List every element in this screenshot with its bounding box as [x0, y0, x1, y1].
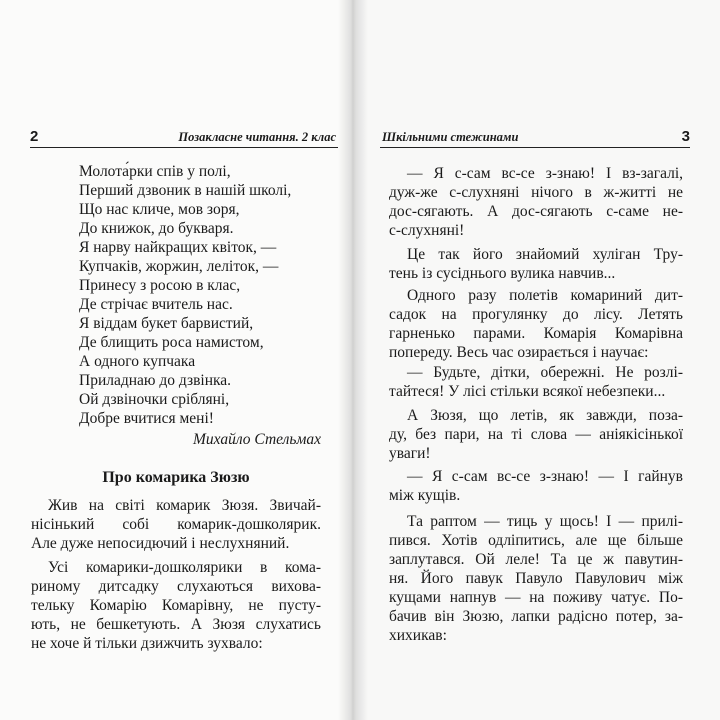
text-line: кущами напнув — на поживу чатує. По- [389, 589, 683, 606]
running-title-left: Позакласне читання. 2 клас [178, 130, 336, 144]
text-line: уваги! [389, 445, 431, 462]
text-line: Але дуже непосидючий і неслухняний. [31, 535, 290, 552]
text-line: садок на прогулянку до лісу. Летять [389, 306, 683, 323]
text-line: між кущів. [389, 487, 461, 504]
text-line: не хоче й тільки дзижчить зухвало: [31, 635, 263, 652]
text-line: А Зюзя, що летів, як завжди, поза- [407, 407, 683, 424]
text-line: нісінький собі комарик-дошколярик. [31, 516, 321, 533]
text-line: бачив він Зюзю, лапки радісно потер, за- [389, 608, 683, 625]
left-page [0, 0, 352, 720]
poem-line: Де блищить роса намистом, [79, 334, 264, 351]
text-line: тайтеся! У лісі стільки всякої небезпеки... [389, 383, 666, 400]
text-line: Це так його знайомий хуліган Тру- [407, 246, 683, 263]
poem-line: Де стрічає вчитель нас. [79, 296, 233, 313]
text-line: дуж-же с-слухняні нічого в ж-житті не [389, 184, 683, 201]
poem-line: Молота́рки спів у полі, [79, 163, 231, 180]
text-line: Усі комарики-дошколярики в кома- [48, 559, 321, 576]
text-line: с-слухняні! [389, 222, 465, 239]
text-line: Та раптом — тиць у щось! І — прилі- [407, 513, 683, 530]
text-line: Жив на світі комарик Зюзя. Звичай- [48, 497, 321, 514]
text-line: пився. Хотів одліпитись, але ще більше [389, 532, 683, 549]
text-line: ду, без пари, на ті слова — аніякісінької [389, 426, 683, 443]
text-line: Одного разу полетів комариний дит- [407, 287, 683, 304]
text-line: дос-сягають. А дос-сягають с-саме не- [389, 203, 683, 220]
poem-line: Ой дзвіночки сріблянi, [79, 391, 230, 408]
right-page-header [380, 129, 690, 148]
poem-line: До книжок, до букваря. [79, 220, 234, 237]
text-line: тень із сусіднього вулика навчив... [389, 265, 616, 282]
poem-line: Добре вчитися мені! [79, 410, 214, 427]
poem-line: Що нас кличе, мов зоря, [79, 201, 240, 218]
story-title: Про комарика Зюзю [102, 469, 250, 486]
text-line: ють, не бешкетують. А Зюзя слухатись [31, 616, 321, 633]
poem-line: Купчаків, жоржин, лелiток, — [79, 258, 279, 275]
text-line: хихикав: [389, 627, 447, 644]
text-line: — Я с-сам вс-се з-знаю! — І гайнув [407, 468, 683, 485]
running-title-right: Шкільними стежинами [382, 130, 519, 144]
text-line: риному дитсадку слухаються вихова- [31, 578, 321, 595]
right-page [352, 0, 720, 720]
poem-line: Принесу з росою в клас, [79, 277, 241, 294]
text-line: гарненько парами. Комарія Комарівна [389, 325, 683, 342]
text-line: попереду. Весь час озирається і научає: [389, 344, 649, 361]
poem-author: Михайло Стельмах [193, 431, 321, 448]
poem-line: Перший дзвоник в нашій школі, [79, 182, 292, 199]
poem-line: Я віддам букет барвистий, [79, 315, 254, 332]
page-number-right: 3 [681, 128, 690, 145]
poem-line: Я нарву найкращих квіток, — [79, 239, 277, 256]
page-number-left: 2 [30, 128, 39, 145]
text-line: заплутався. Ой леле! Та це ж павутин- [389, 551, 683, 568]
text-line: — Будьте, дітки, обережні. Не розлі- [407, 364, 683, 381]
text-line: ня. Його павук Павуло Павулович між [389, 570, 683, 587]
poem-line: А одного купчака [79, 353, 196, 370]
text-line: — Я с-сам вс-се з-знаю! І вз-загалі, [407, 165, 683, 182]
poem-line: Приладнаю до дзвінка. [79, 372, 232, 389]
text-line: тельку Комарію Комарівну, не пусту- [31, 597, 321, 614]
left-page-header [30, 129, 338, 148]
